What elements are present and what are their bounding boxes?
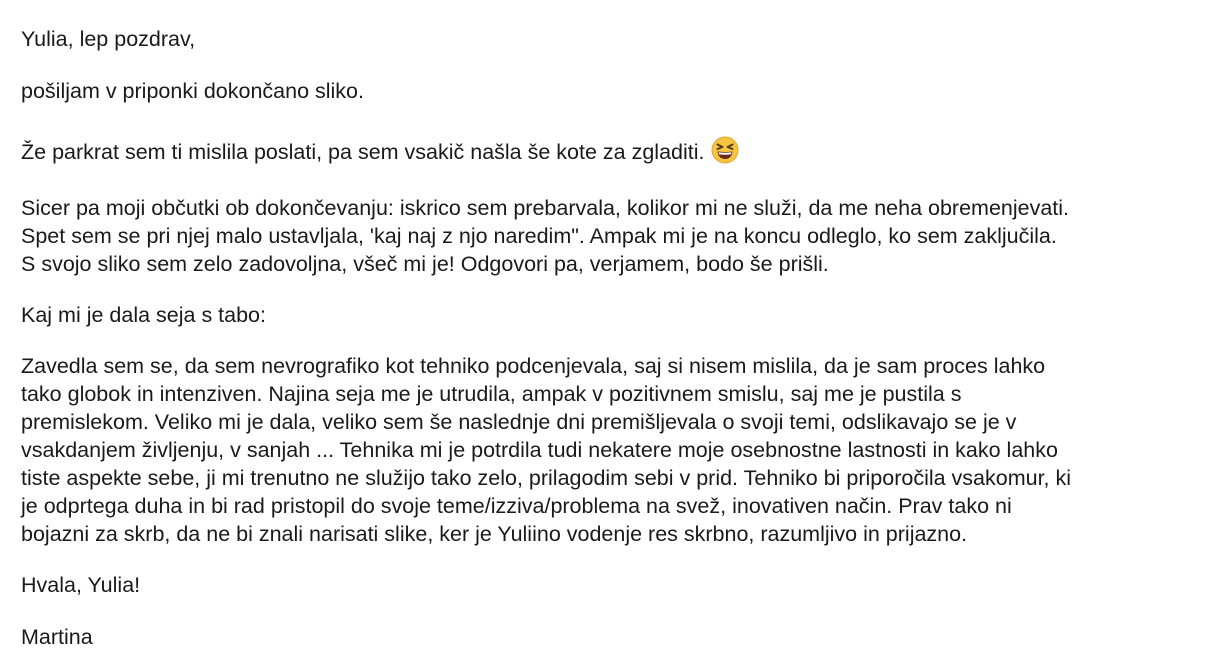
thanks-line: Hvala, Yulia!	[21, 573, 141, 597]
intro-line: pošiljam v priponki dokončano sliko.	[21, 79, 364, 103]
paragraph-2-line-2: Spet sem se pri njej malo ustavljala, 'kaj naj z njo naredim". Ampak mi je na koncu odleglo, ko sem zaključila.	[21, 224, 1057, 248]
paragraph-3-line-6: je odprtega duha in bi rad pristopil do svoje teme/izziva/problema na svež, inovativen način. Prav tako ni	[21, 494, 1012, 518]
paragraph-2-line-3: S svojo sliko sem zelo zadovoljna, všeč mi je! Odgovori pa, verjamem, bodo še prišli.	[21, 252, 829, 276]
paragraph-3-line-7: bojazni za skrb, da ne bi znali narisati slike, ker je Yuliino vodenje res skrbno, razumljivo in prijazno.	[21, 522, 968, 546]
paragraph-3-line-1: Zavedla sem se, da sem nevrografiko kot tehniko podcenjevala, saj si nisem mislila, da je sam proces lahko	[21, 354, 1046, 378]
grinning-squinting-face-icon	[711, 136, 739, 171]
paragraph-2-line-1: Sicer pa moji občutki ob dokončevanju: iskrico sem prebarvala, kolikor mi ne služi, da me neha obremenjevati.	[21, 196, 1070, 220]
paragraph-1	[21, 136, 739, 171]
paragraph-3-line-3: premislekom. Veliko mi je dala, veliko sem še naslednje dni premišljevala o svoji temi, odslikavajo se je v	[21, 410, 1017, 434]
paragraph-3-line-2: tako globok in intenziven. Najina seja me je utrudila, ampak v pozitivnem smislu, saj me je pustila s	[21, 382, 962, 406]
paragraph-3-line-4: vsakdanjem življenju, v sanjah ... Tehnika mi je potrdila tudi nekatere moje osebnostne lastnosti in kako lahko	[21, 438, 1058, 462]
greeting: Yulia, lep pozdrav,	[21, 27, 196, 51]
signature: Martina	[21, 625, 93, 649]
paragraph-3-line-5: tiste aspekte sebe, ji mi trenutno ne služijo tako zelo, prilagodim sebi v prid. Tehniko bi priporočila vsakomur, ki	[21, 466, 1072, 490]
question-line: Kaj mi je dala seja s tabo:	[21, 303, 266, 327]
paragraph-1-text: Že parkrat sem ti mislila poslati, pa sem vsakič našla še kote za zgladiti.	[21, 140, 705, 164]
